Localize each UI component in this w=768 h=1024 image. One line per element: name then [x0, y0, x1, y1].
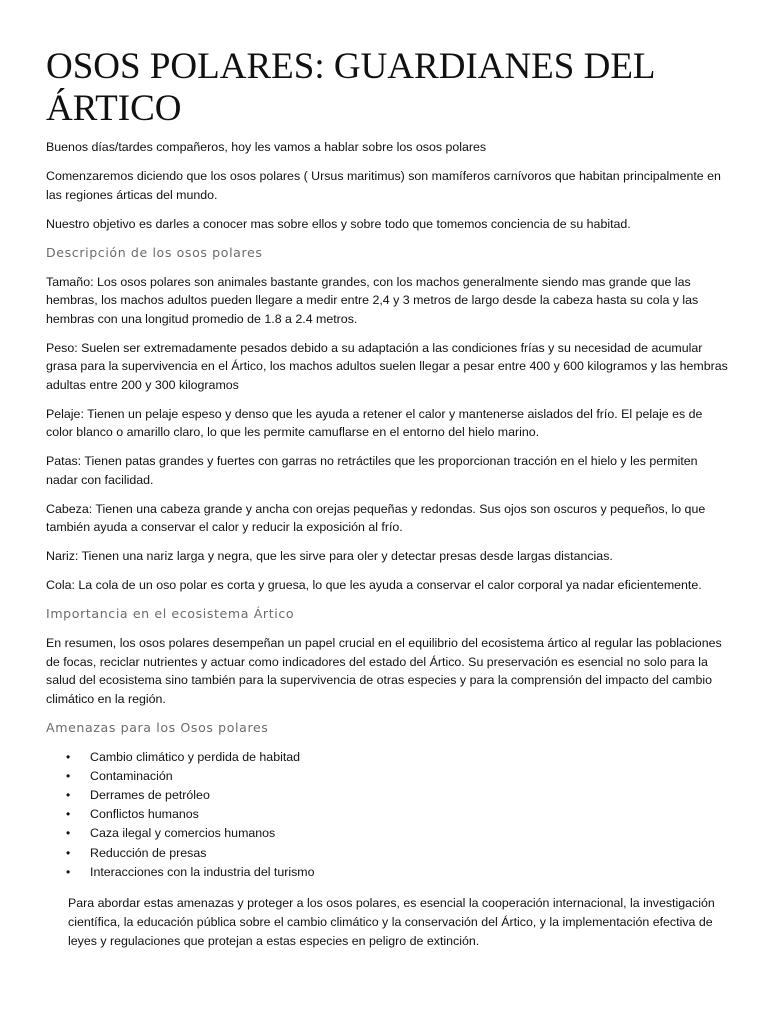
paragraph-paws: Patas: Tienen patas grandes y fuertes con garras no retráctiles que les proporcionan tracción en el hielo y les permiten nadar con facilidad. — [46, 454, 698, 487]
list-item — [66, 786, 728, 805]
list-item — [66, 748, 728, 767]
intro-paragraph: Comenzaremos diciendo que los osos polares ( Ursus maritimus) son mamíferos carnívoros que habitan principalmente en las regiones árticas del mundo. — [46, 169, 721, 202]
section-heading-threats: Amenazas para los Osos polares — [46, 719, 269, 735]
threat-label: Derrames de petróleo — [90, 787, 210, 802]
list-item — [66, 844, 728, 863]
paragraph-tail: Cola: La cola de un oso polar es corta y gruesa, lo que les ayuda a conservar el calor corporal ya nadar eficientemente. — [46, 578, 702, 592]
document-title: OSOS POLARES: GUARDIANES DEL ÁRTICO — [46, 46, 655, 129]
section-heading-importance: Importancia en el ecosistema Ártico — [46, 606, 295, 621]
paragraph-head: Cabeza: Tienen una cabeza grande y ancha con orejas pequeñas y redondas. Sus ojos son oscuros y pequeños, lo que también ayuda a conservar el calor y reducir la exposición al frío. — [46, 501, 706, 534]
threat-label: Reducción de presas — [90, 845, 207, 860]
bullet-icon: • — [66, 864, 71, 879]
closing-paragraph: Para abordar estas amenazas y proteger a los osos polares, es esencial la cooperación internacional, la investigación científica, la educación pública sobre el cambio climático y la conservación del Ártico, y la implementación efectiva de leyes y regulaciones que protejan a estas especies en peligro de extinción. — [68, 895, 715, 948]
bullet-icon: • — [66, 768, 71, 783]
paragraph-weight: Peso: Suelen ser extremadamente pesados debido a su adaptación a las condiciones frías y su necesidad de acumular grasa para la supervivencia en el Ártico, los machos adultos suelen llegar a pesar entre 400 y 600 kilogramos y las hembras adultas entre 200 y 300 kilogramos — [46, 340, 728, 392]
threat-label: Cambio climático y perdida de habitad — [90, 749, 301, 764]
bullet-icon: • — [66, 749, 71, 764]
bullet-icon: • — [66, 826, 71, 841]
objective-paragraph: Nuestro objetivo es darles a conocer mas sobre ellos y sobre todo que tomemos conciencia de su habitad. — [46, 216, 631, 231]
list-item — [66, 767, 728, 786]
document-page — [46, 46, 728, 951]
list-item — [66, 824, 728, 843]
paragraph-nose: Nariz: Tienen una nariz larga y negra, que les sirve para oler y detectar presas desde largas distancias. — [46, 549, 613, 563]
bullet-icon: • — [66, 787, 71, 802]
importance-paragraph: En resumen, los osos polares desempeñan un papel crucial en el equilibrio del ecosistema ártico al regular las poblaciones de focas, reciclar nutrientes y actuar como indicadores del estado del Ártico. Su preservación es esencial no solo para la salud del ecosistema sino también para la supervivencia de otras especies y para la comprensión del impacto del cambio climático en la región. — [46, 636, 722, 706]
greeting-paragraph: Buenos días/tardes compañeros, hoy les vamos a hablar sobre los osos polares — [46, 140, 487, 154]
threat-label: Contaminación — [90, 768, 173, 783]
threats-list — [46, 748, 728, 882]
paragraph-fur: Pelaje: Tienen un pelaje espeso y denso que les ayuda a retener el calor y mantenerse aislados del frío. El pelaje es de color blanco o amarillo claro, lo que les permite camuflarse en el entorno del hielo marino. — [46, 406, 703, 439]
threat-label: Conflictos humanos — [90, 807, 199, 822]
paragraph-size: Tamaño: Los osos polares son animales bastante grandes, con los machos generalmente siendo mas grande que las hembras, los machos adultos pueden llegare a medir entre 2,4 y 3 metros de largo desde la cabeza hasta su cola y las hembras con una longitud promedio de 1.8 a 2.4 metros. — [46, 274, 699, 326]
threat-label: Interacciones con la industria del turismo — [90, 864, 315, 879]
bullet-icon: • — [66, 807, 71, 822]
list-item — [66, 805, 728, 824]
threat-label: Caza ilegal y comercios humanos — [90, 826, 276, 841]
list-item — [66, 863, 728, 882]
section-heading-description: Descripción de los osos polares — [46, 244, 263, 260]
bullet-icon: • — [66, 845, 71, 860]
